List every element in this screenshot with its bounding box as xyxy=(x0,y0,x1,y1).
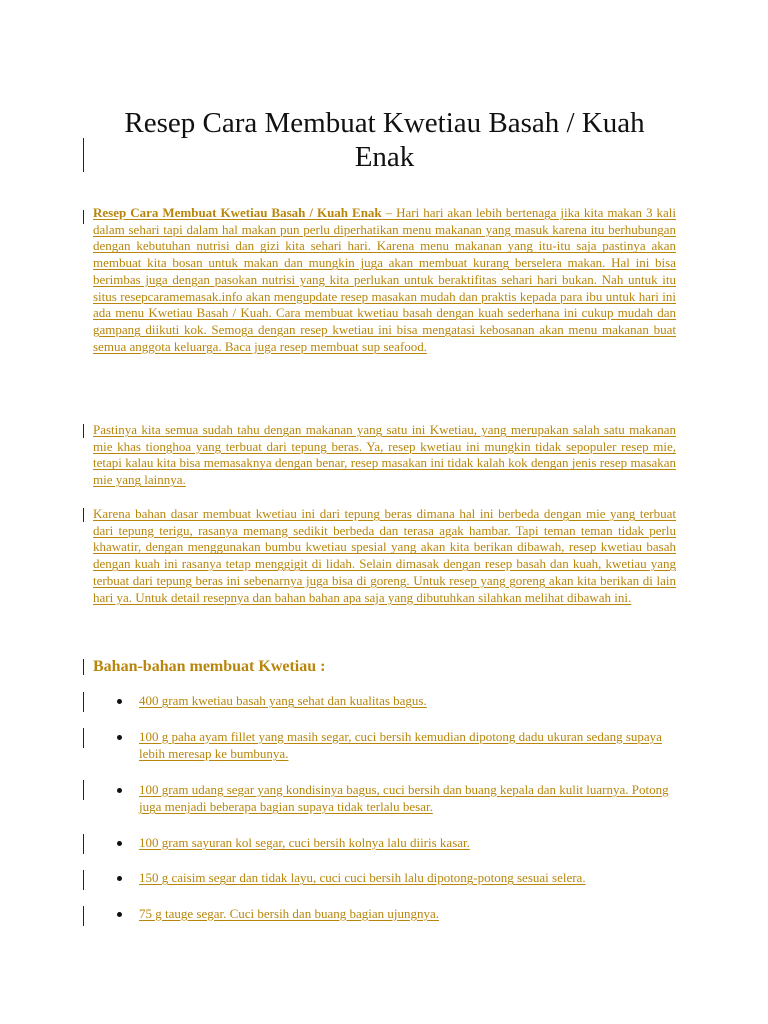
paragraph-3[interactable]: Karena bahan dasar membuat kwetiau ini dari tepung beras dimana hal ini berbeda dengan mie yang terbuat dari tepung terigu, rasanya memang sedikit berbeda dan terasa agak hambar. Tapi teman teman tidak perlu khawatir, dengan menggunakan bumbu kwetiau spesial yang akan kita berikan dibawah, resep kwetiau basah dengan kuah ini rasanya tetap menggigit di lidah. Selain dimasak dengan resep basah dan kuah, kwetiau yang terbuat dari tepung beras ini sebenarnya juga bisa di goreng. Untuk resep yang goreng akan kita berikan di lain hari ya. Untuk detail resepnya dan bahan bahan apa saja yang dibutuhkan silahkan melihat dibawah ini. xyxy=(93,506,676,605)
page-title: Resep Cara Membuat Kwetiau Basah / Kuah Enak xyxy=(124,107,645,173)
intro-paragraph[interactable] xyxy=(93,205,676,355)
list-item[interactable] xyxy=(93,728,676,763)
list-item[interactable] xyxy=(93,834,676,852)
list-item[interactable] xyxy=(93,692,676,710)
bullet-icon xyxy=(117,841,122,846)
ingredient-text: 100 gram sayuran kol segar, cuci bersih kolnya lalu diiris kasar. xyxy=(139,834,470,850)
intro-text: – Hari hari akan lebih bertenaga jika kita makan 3 kali dalam sehari tapi dalam hal makan pun perlu diperhatikan menu makanan yang masuk karena itu berhubungan dengan kebutuhan nutrisi dan gizi kita sehari hari. Karena menu makanan yang itu-itu saja pastinya akan membuat kita bosan untuk makan dan mungkin juga akan membuat kurang berselera makan. Hal ini bisa berimbas juga dengan pasokan nutrisi yang kita perlukan untuk beraktifitas sehari hari bukan. Nah untuk itu situs resepcaramemasak.info akan mengupdate resep masakan mudah dan praktis kepada para ibu untuk hari ini ada menu Kwetiau Basah / Kuah. Cara membuat kwetiau basah dengan kuah sederhana ini cukup mudah dan gampang diikuti kok. Semoga dengan resep kwetiau ini bisa mengatasi kebosanan akan menu makanan buat semua anggota keluarga. Baca juga resep membuat sup seafood. xyxy=(93,205,677,354)
margin-marker xyxy=(83,659,84,675)
margin-marker xyxy=(83,906,84,926)
ingredient-text: 400 gram kwetiau basah yang sehat dan kualitas bagus. xyxy=(139,693,427,708)
margin-marker xyxy=(83,834,84,854)
margin-marker xyxy=(83,210,84,224)
margin-marker xyxy=(83,728,84,748)
margin-marker xyxy=(83,138,84,172)
ingredient-text: 75 g tauge segar. Cuci bersih dan buang bagian ujungnya. xyxy=(139,905,440,921)
margin-marker xyxy=(83,692,84,712)
margin-marker xyxy=(83,424,84,438)
margin-marker xyxy=(83,508,84,522)
margin-marker xyxy=(83,780,84,800)
paragraph-2[interactable]: Pastinya kita semua sudah tahu dengan makanan yang satu ini Kwetiau, yang merupakan salah satu makanan mie khas tionghoa yang terbuat dari tepung beras. Ya, resep kwetiau ini mungkin tidak sepopuler resep mie, tetapi kalau kita bisa memasaknya dengan benar, resep masakan ini tidak kalah kok dengan jenis resep masakan mie yang lainnya. xyxy=(93,422,676,488)
bullet-icon xyxy=(117,912,122,917)
ingredient-text: 100 g paha ayam fillet yang masih segar, cuci bersih kemudian dipotong dadu ukuran sedang supaya lebih meresap ke bumbunya. xyxy=(139,728,662,761)
bullet-icon xyxy=(117,876,122,881)
bullet-icon xyxy=(117,699,122,704)
margin-marker xyxy=(83,870,84,890)
list-item[interactable] xyxy=(93,781,676,816)
ingredients-list xyxy=(93,692,676,922)
intro-lead: Resep Cara Membuat Kwetiau Basah / Kuah Enak xyxy=(93,205,382,220)
ingredients-heading: Bahan-bahan membuat Kwetiau : xyxy=(93,658,326,675)
ingredient-text: 100 gram udang segar yang kondisinya bagus, cuci bersih dan buang kepala dan kulit luarnya. Potong juga menjadi beberapa bagian supaya tidak terlalu besar. xyxy=(139,781,669,814)
bullet-icon xyxy=(117,735,122,740)
ingredient-text: 150 g caisim segar dan tidak layu, cuci cuci bersih lalu dipotong-potong sesuai selera. xyxy=(139,870,586,885)
list-item[interactable] xyxy=(93,905,676,923)
list-item[interactable] xyxy=(93,869,676,887)
bullet-icon xyxy=(117,788,122,793)
